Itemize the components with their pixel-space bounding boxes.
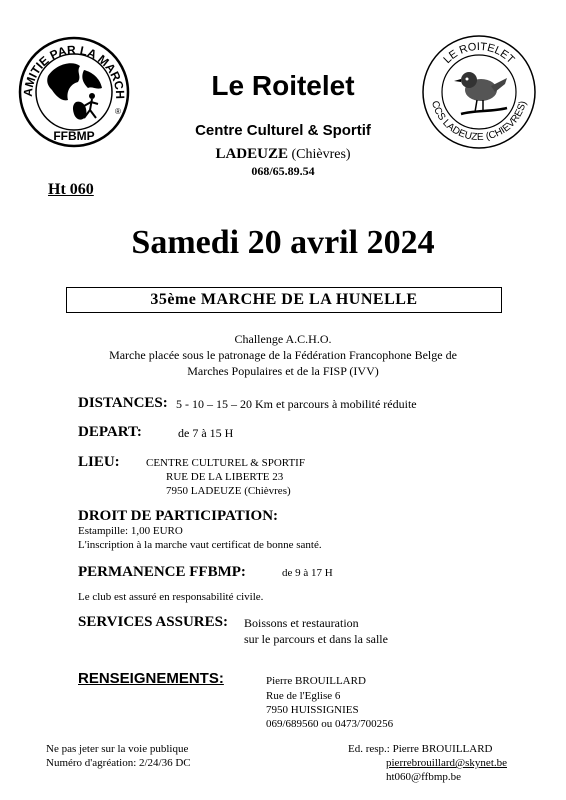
contact-street: Rue de l'Eglise 6 (266, 690, 341, 702)
reference-code: Ht 060 (48, 181, 94, 198)
club-phone: 068/65.89.54 (251, 164, 315, 178)
droit-line2: L'inscription à la marche vaut certificat de bonne santé. (78, 539, 322, 551)
event-name: 35ème MARCHE DE LA HUNELLE (150, 291, 418, 308)
lieu-line2: RUE DE LA LIBERTE 23 (166, 471, 284, 483)
contact-name: Pierre BROUILLARD (266, 675, 366, 687)
svg-text:LE ROITELET (441, 41, 516, 66)
footer-email-2[interactable]: ht060@ffbmp.be (386, 771, 462, 783)
footer-left-line2: Numéro d'agréation: 2/24/36 DC (46, 757, 191, 769)
distances-label: DISTANCES: (78, 395, 168, 411)
droit-label: DROIT DE PARTICIPATION: (78, 508, 279, 524)
footer-left-line1: Ne pas jeter sur la voie publique (46, 743, 189, 755)
distances-value: 5 - 10 – 15 – 20 Km et parcours à mobilité réduite (176, 397, 417, 411)
lieu-line1: CENTRE CULTUREL & SPORTIF (146, 457, 305, 469)
depart-value: de 7 à 15 H (178, 426, 234, 440)
services-label: SERVICES ASSURES: (78, 614, 228, 630)
left-ring-text: AMITIE PAR LA MARCH (20, 42, 128, 100)
patronage-line2: Marches Populaires et de la FISP (IVV) (187, 364, 379, 378)
contact-phones: 069/689560 ou 0473/700256 (266, 718, 394, 730)
depart-label: DEPART: (78, 424, 142, 440)
contact-city: 7950 HUISSIGNIES (266, 704, 359, 716)
permanence-label: PERMANENCE FFBMP: (78, 564, 246, 580)
lieu-label: LIEU: (78, 454, 120, 470)
club-subtitle: Centre Culturel & Sportif (195, 122, 371, 139)
footer-email-1[interactable]: pierrebrouillard@skynet.be (386, 757, 508, 769)
footer-right-line1: Ed. resp.: Pierre BROUILLARD (348, 743, 493, 755)
town-name: LADEUZE (215, 146, 288, 162)
event-name-box (66, 287, 502, 313)
renseignements-label: RENSEIGNEMENTS: (78, 670, 224, 687)
town-paren: (Chièvres) (291, 147, 351, 162)
patronage-line1: Marche placée sous le patronage de la Fédération Francophone Belge de (109, 348, 457, 362)
droit-line1: Estampille: 1,00 EURO (78, 525, 183, 537)
club-title: Le Roitelet (211, 70, 355, 101)
event-date: Samedi 20 avril 2024 (131, 224, 435, 261)
services-line1: Boissons et restauration (244, 616, 359, 630)
services-line2: sur le parcours et dans la salle (244, 632, 388, 646)
right-top-text: LE ROITELET (441, 40, 517, 67)
challenge: Challenge A.C.H.O. (234, 332, 332, 346)
registered-mark: ® (115, 107, 121, 116)
lieu-line3: 7950 LADEUZE (Chièvres) (166, 485, 291, 497)
club-town (0, 146, 566, 163)
assurance-note: Le club est assuré en responsabilité civile. (78, 591, 264, 603)
permanence-value: de 9 à 17 H (282, 567, 333, 579)
left-bottom-text: FFBMP (53, 129, 95, 143)
right-bottom-text: CCS LADEUZE (CHIEVRES) (428, 99, 529, 144)
